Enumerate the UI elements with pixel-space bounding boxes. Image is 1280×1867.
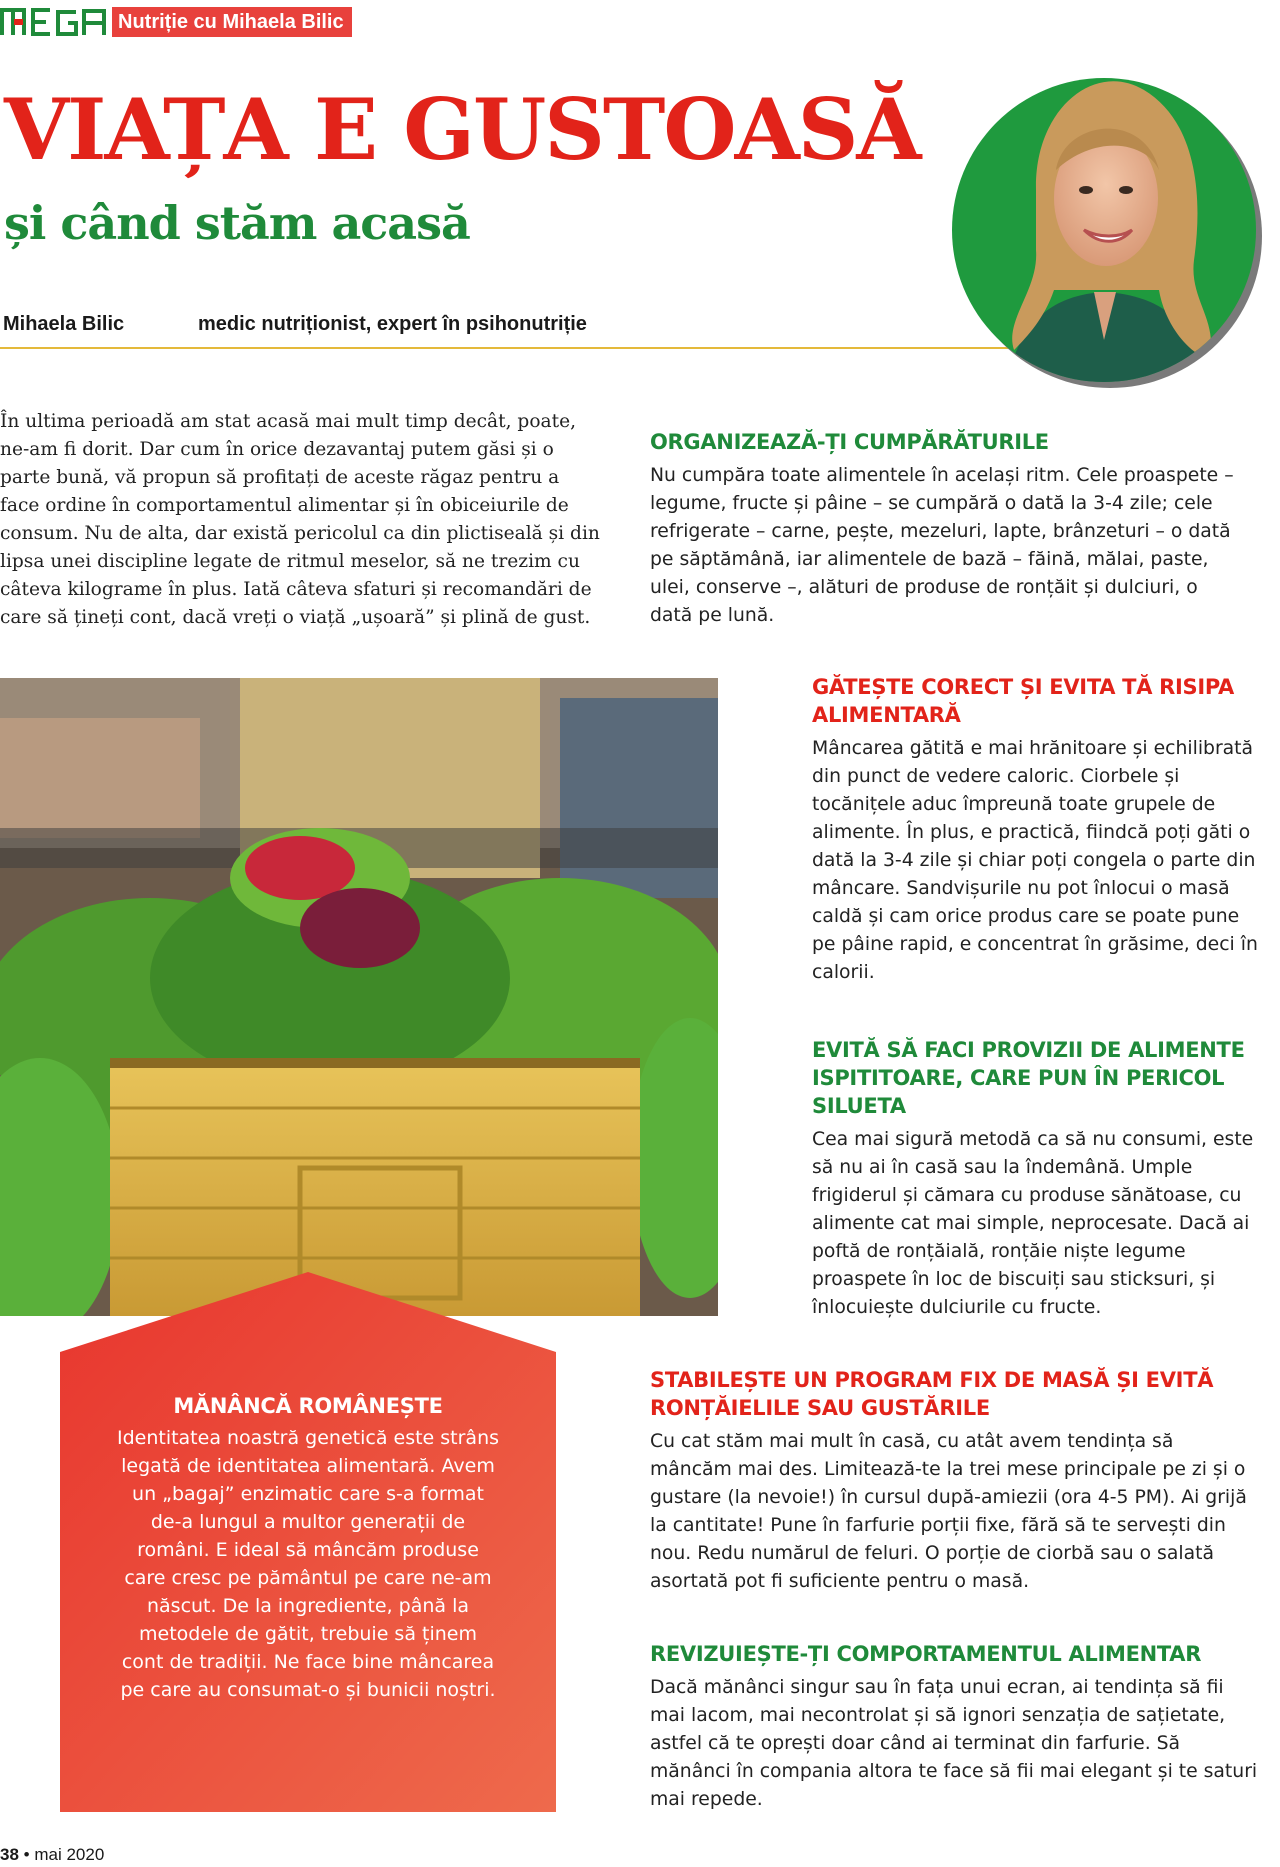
section-text: Nu cumpăra toate alimentele în același ritm. Cele proaspete – legume, fructe și pâine – se cumpără o dată la 3-4 zile; cele refrigerate – carne, pește, mezeluri, lapte, brânzeturi – o dată pe săptămână, iar alimentele de bază – făină, mălai, paste, ulei, conserve –, alături de produse de ronțăit și dulciuri, o dată pe lună. — [650, 465, 1234, 626]
page-number: 38 — [0, 1845, 19, 1864]
callout-text: Identitatea noastră genetică este strâns legată de identitatea alimentară. Avem un „bagaj” enzimatic care s-a format de-a lungul a multor generații de români. E ideal să mâncăm produse care cresc pe pământul pe care ne-am născut. De la ingrediente, până la metodele de gătit, trebuie să ținem cont de tradiții. Ne face bine mâncarea pe care au consumat-o și bunicii noștri. — [116, 1427, 500, 1701]
page-footer — [0, 1845, 104, 1865]
section-heading: REVIZUIEȘTE-ȚI COMPORTAMENTUL ALIMENTAR — [650, 1642, 1202, 1666]
section-provisions — [812, 1036, 1267, 1322]
author-portrait — [944, 70, 1264, 390]
section-text: Cu cat stăm mai mult în casă, cu atât avem tendința să mâncăm mai des. Limitează-te la trei mese principale pe zi și o gustare (la nevoie!) în cursul după-amiezii (ora 4-5 PM). Ai grijă la cantitate! Pune în farfurie porții fixe, fără să te servești din nou. Redu numărul de feluri. O porție de ciorbă sau o salată asortată pot fi suficiente pentru o masă. — [650, 1431, 1247, 1592]
section-heading: GĂTEȘTE CORECT ȘI EVITA TĂ RISIPA ALIMENTARĂ — [812, 675, 1235, 727]
section-text: Mâncarea gătită e mai hrănitoare și echilibrată din punct de vedere caloric. Ciorbele și tocănițele aduc împreună toate grupele de alimente. În plus, e practică, fiindcă poți găti o dată la 3-4 zile și chiar poți congela o parte din mâncare. Sandvișurile nu pot înlocui o masă caldă și cam orice produs care se poate pune pe pâine rapid, e concentrat în grăsime, deci în calorii. — [812, 738, 1258, 983]
callout-box — [60, 1272, 556, 1812]
author-role: medic nutriționist, expert în psihonutriție — [198, 313, 587, 335]
issue-date: mai 2020 — [34, 1845, 105, 1864]
article-subtitle: și când stăm acasă — [4, 196, 470, 250]
footer-separator: • — [23, 1845, 30, 1864]
intro-paragraph: În ultima perioadă am stat acasă mai mult timp decât, poate, ne-am fi dorit. Dar cum în orice dezavantaj putem găsi și o parte bună, vă propun să profitați de aceste răgaz pentru a face ordine în comportamentul alimentar și în obiceiurile de consum. Nu de alta, dar există pericolul ca din plictiseală și din lipsa unei discipline legate de ritmul meselor, să ne trezim cu câteva kilograme în plus. Iată câteva sfaturi și recomandări de care să țineți cont, dacă vreți o viață „ușoară” și plină de gust. — [0, 411, 600, 628]
author-name: Mihaela Bilic — [3, 313, 125, 335]
magazine-logo — [0, 7, 112, 37]
section-behavior — [650, 1640, 1260, 1814]
section-schedule — [650, 1366, 1250, 1596]
masthead — [0, 6, 352, 38]
produce-photo — [0, 678, 718, 1316]
section-text: Dacă mănânci singur sau în fața unui ecran, ai tendința să fii mai lacom, mai necontrolat și să ignori senzația de sațietate, astfel că te oprești doar când ai terminat din farfurie. Să mănânci în compania altora te face să fii mai elegant și te saturi mai repede. — [650, 1677, 1258, 1810]
section-heading: STABILEȘTE UN PROGRAM FIX DE MASĂ ȘI EVITĂ RONȚĂIELILE SAU GUSTĂRILE — [650, 1368, 1214, 1420]
divider — [0, 347, 1010, 349]
section-shopping — [650, 428, 1240, 630]
section-heading: EVITĂ SĂ FACI PROVIZII DE ALIMENTE ISPITITOARE, CARE PUN ÎN PERICOL SILUETA — [812, 1038, 1245, 1118]
section-cook — [812, 673, 1267, 987]
callout-heading: MĂNÂNCĂ ROMÂNEȘTE — [173, 1394, 443, 1418]
section-tag: Nutriție cu Mihaela Bilic — [112, 7, 352, 37]
section-heading: ORGANIZEAZĂ-ȚI CUMPĂRĂTURILE — [650, 430, 1049, 454]
article-title: VIAȚA E GUSTOASĂ — [4, 80, 920, 179]
section-text: Cea mai sigură metodă ca să nu consumi, este să nu ai în casă sau la îndemână. Umple frigiderul și cămara cu produse sănătoase, cu alimente cat mai simple, neprocesate. Dacă ai poftă de ronțăială, ronțăie niște legume proaspete în loc de biscuiți sau sticksuri, și înlocuiește dulciurile cu fructe. — [812, 1129, 1254, 1318]
